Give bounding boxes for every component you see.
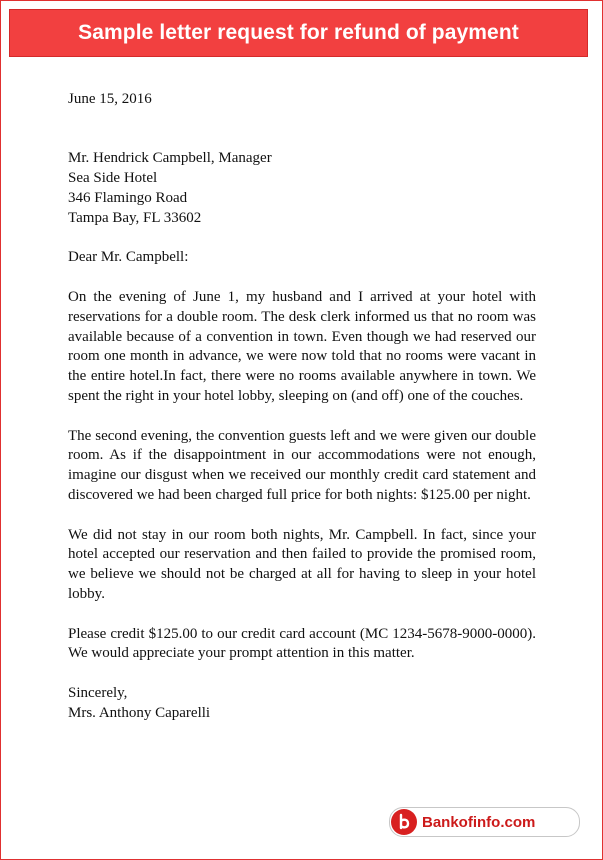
brand-logo[interactable] [389,807,580,837]
recipient-company: Sea Side Hotel [68,170,158,187]
page-title: Sample letter request for refund of payment [78,21,519,44]
paragraph-1: On the evening of June 1, my husband and I arrived at your hotel with reservations for a double room. The desk clerk informed us that no room was available because of a convention in town. Even though we had reserved our room one month in advance, we were now told that no rooms were vacant in the entire hotel.In fact, there were no rooms available anywhere in town. We spent the right in your hotel lobby, sleeping on (and off) one of the couches. [68,288,536,404]
letter-date: June 15, 2016 [68,91,152,107]
recipient-city: Tampa Bay, FL 33602 [68,209,202,226]
title-banner [9,9,588,57]
signature: Mrs. Anthony Caparelli [68,704,211,721]
closing: Sincerely, [68,684,128,701]
paragraph-2: The second evening, the convention guests left and we were given our double room. As if the disappointment in our accommodations were not enough, imagine our disgust when we received our monthly credit card statement and discovered we had been charged full price for both nights: $125.00 per night. [68,427,536,503]
recipient-street: 346 Flamingo Road [68,189,188,206]
brand-b-icon [391,809,417,835]
recipient-address [68,149,536,228]
recipient-name: Mr. Hendrick Campbell, Manager [68,150,272,167]
salutation: Dear Mr. Campbell: [68,249,189,266]
paragraph-3: We did not stay in our room both nights, Mr. Campbell. In fact, since your hotel accepted our reservation and then failed to provide the promised room, we believe we should not be charged at all for having to sleep in your hotel lobby. [68,526,536,602]
letter-body [68,90,536,724]
paragraph-4: Please credit $125.00 to our credit card account (MC 1234-5678-9000-0000). We would appreciate your prompt attention in this matter. [68,625,536,662]
brand-logo-text: Bankofinfo.com [422,813,536,831]
